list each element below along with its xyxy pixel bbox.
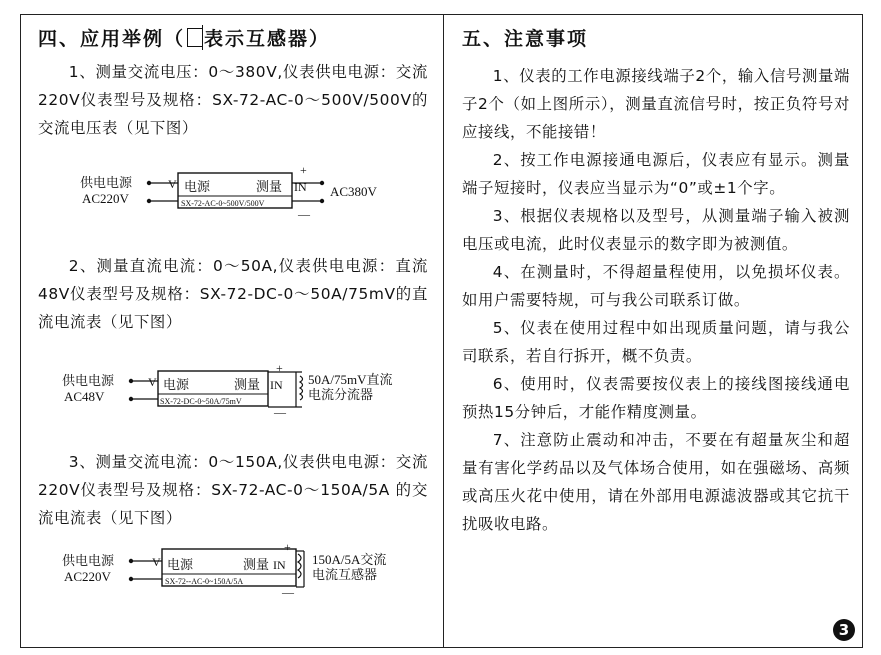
minus-sign: — [282, 585, 294, 598]
sensor-label-1: 50A/75mV直流 [308, 372, 393, 387]
model-label: SX-72-DC-0~50A/75mV [160, 397, 242, 406]
shunt-coil-icon [300, 376, 303, 400]
supply-label: 供电电源 [80, 175, 133, 190]
right-column [462, 22, 850, 538]
left-column-2 [38, 252, 428, 336]
section-heading-examples [38, 22, 428, 56]
in-terminal: IN [270, 378, 283, 392]
example-3-text: 3、测量交流电流：0～150A,仪表供电电源：交流220V仪表型号及规格：SX-72-AC-0～150A/5A 的交流电流表（见下图） [38, 453, 428, 527]
note-item: 1、仪表的工作电源接线端子2个，输入信号测量端子2个（如上图所示），测量直流信号时，按正负符号对应接线，不能接错！ [462, 67, 850, 141]
note-item: 2、按工作电源接通电源后，仪表应有显示。测量端子短接时，仪表应当显示为“0”或±1个字。 [462, 151, 850, 197]
measure-label: 测量 [243, 557, 270, 572]
section-heading-notes: 五、注意事项 [462, 28, 589, 50]
power-label: 电源 [184, 179, 211, 194]
in-terminal: IN [273, 558, 286, 572]
v-terminal: V [168, 177, 177, 191]
heading-text: 四、应用举例（ [38, 28, 186, 50]
plus-sign: + [284, 540, 291, 554]
note-item: 6、使用时，仪表需要按仪表上的接线图接线通电预热15分钟后，才能作精度测量。 [462, 375, 850, 421]
power-label: 电源 [163, 377, 190, 392]
supply-voltage: AC220V [64, 569, 111, 584]
transformer-symbol-icon [187, 28, 202, 47]
example-2-text: 2、测量直流电流：0～50A,仪表供电电源：直流48V仪表型号及规格：SX-72-DC-0～50A/75mV的直流电流表（见下图） [38, 257, 428, 331]
supply-voltage: AC220V [82, 191, 129, 206]
in-terminal: IN [294, 180, 307, 194]
model-label: SX-72-AC-0~500V/500V [181, 199, 265, 208]
sensor-label-2: 电流互感器 [312, 567, 378, 582]
wiring-diagram-2-svg [62, 358, 422, 418]
measure-label: 测量 [234, 377, 261, 392]
model-label: SX-72--AC-0~150A/5A [165, 577, 244, 586]
notes-list [462, 62, 850, 538]
supply-label: 供电电源 [62, 553, 115, 568]
left-column [38, 22, 428, 142]
plus-sign: + [300, 163, 307, 177]
note-item: 3、根据仪表规格以及型号，从测量端子输入被测电压或电流，此时仪表显示的数字即为被测值。 [462, 207, 850, 253]
supply-voltage: AC48V [64, 389, 105, 404]
left-column-3 [38, 448, 428, 532]
wiring-diagram-1-svg [80, 160, 440, 220]
sensor-label-2: 电流分流器 [308, 387, 374, 402]
note-item: 5、仪表在使用过程中如出现质量问题，请与我公司联系，若自行拆开，概不负责。 [462, 319, 850, 365]
plus-sign: + [276, 361, 283, 375]
wiring-diagram-3 [62, 538, 462, 598]
heading-text-tail: 表示互感器） [204, 28, 331, 50]
minus-sign: — [298, 207, 310, 220]
wiring-diagram-2 [62, 358, 462, 418]
wiring-diagram-3-svg [62, 538, 422, 598]
input-label: AC380V [330, 184, 377, 199]
supply-label: 供电电源 [62, 373, 115, 388]
v-terminal: V [148, 375, 157, 389]
power-label: 电源 [167, 557, 194, 572]
minus-sign: — [274, 405, 286, 418]
page-number: 3 [833, 619, 855, 641]
note-item: 4、在测量时，不得超量程使用，以免损坏仪表。如用户需要特规，可与我公司联系订做。 [462, 263, 850, 309]
note-item: 7、注意防止震动和冲击，不要在有超量灰尘和超量有害化学药品以及气体场合使用，如在强磁场、高频或高压火花中使用，请在外部用电源滤波器或其它抗干扰吸收电路。 [462, 431, 850, 533]
sensor-label-1: 150A/5A交流 [312, 552, 387, 567]
example-1-text: 1、测量交流电压：0～380V,仪表供电电源：交流220V仪表型号及规格：SX-72-AC-0～500V/500V的交流电压表（见下图） [38, 63, 428, 137]
v-terminal: V [152, 555, 161, 569]
wiring-diagram-1 [80, 160, 480, 220]
transformer-coil-icon [298, 554, 301, 578]
measure-label: 测量 [256, 179, 283, 194]
